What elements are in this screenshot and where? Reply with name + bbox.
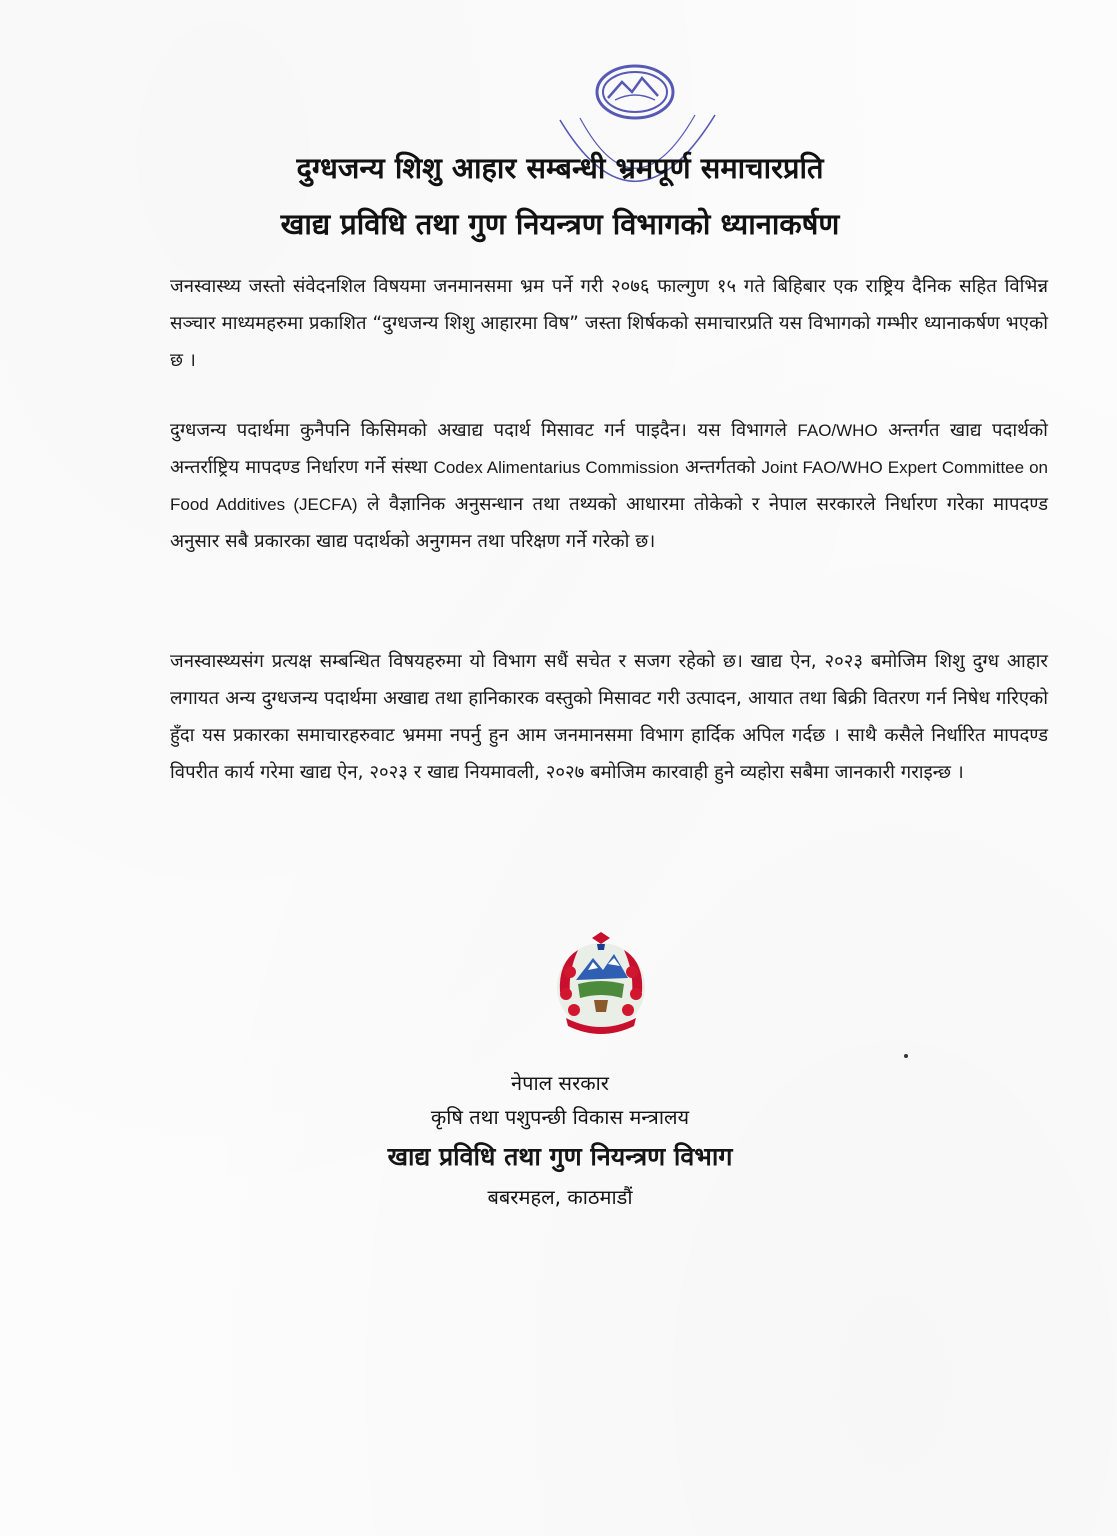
department-name: खाद्य प्रविधि तथा गुण नियन्त्रण विभाग (387, 1142, 733, 1171)
paragraph-3: जनस्वास्थ्यसंग प्रत्यक्ष सम्बन्धित विषयहरुमा यो विभाग सधैं सचेत र सजग रहेको छ। खाद्य ऐन, २०२३ बमोजिम शिशु दुग्ध आहार लगायत अन्य दुग्धजन्य पदार्थमा अखाद्य तथा हानिकारक वस्तुको मिसावट गरी उत्पादन, आयात तथा बिक्री वितरण गर्न निषेध गरिएको हुँदा यस प्रकारका समाचारहरुवाट भ्रममा नपर्नु हुन आम जनमानसमा विभाग हार्दिक अपिल गर्दछ । साथै कसैले निर्धारित मापदण्ड विपरीत कार्य गरेमा खाद्य ऐन, २०२३ र खाद्य नियमावली, २०२७ बमोजिम कारवाही हुने व्यहोरा सबैमा जानकारी गराइन्छ । (170, 651, 1048, 783)
ministry-name: कृषि तथा पशुपन्छी विकास मन्त्रालय (430, 1105, 690, 1129)
nepal-coat-of-arms-icon (548, 932, 654, 1038)
paragraph-2-jecfa: Joint FAO/WHO Expert Committee on Food Additives (JECFA) (170, 458, 1049, 514)
paragraph-2 (170, 412, 1048, 560)
title-line-2: खाद्य प्रविधि तथा गुण नियन्त्रण विभागको ध्यानाकर्षण (280, 207, 840, 241)
stray-mark (904, 1054, 908, 1058)
paragraph-2-part-c: अन्तर्गत खाद्य पदार्थको अन्तर्राष्ट्रिय मापदण्ड निर्धारण गर्ने संस्था (170, 420, 1048, 478)
paragraph-2-codex: Codex Alimentarius Commission (433, 458, 679, 477)
document-title (170, 140, 950, 252)
paragraph-2-part-g: ले वैज्ञानिक अनुसन्धान तथा तथ्यको आधारमा तोकेको र नेपाल सरकारले निर्धारण गरेका मापदण्ड अनुसार सबै प्रकारका खाद्य पदार्थको अनुगमन तथा परिक्षण गर्ने गरेको छ। (170, 494, 1048, 552)
paragraph-1: जनस्वास्थ्य जस्तो संवेदनशिल विषयमा जनमानसमा भ्रम पर्ने गरी २०७६ फाल्गुण १५ गते बिहिबार एक राष्ट्रिय दैनिक सहित विभिन्न सञ्चार माध्यमहरुमा प्रकाशित “दुग्धजन्य शिशु आहारमा विष” जस्ता शिर्षकको समाचारप्रति यस विभागको गम्भीर ध्यानाकर्षण भएको छ । (170, 276, 1048, 371)
title-line-1: दुग्धजन्य शिशु आहार सम्बन्धी भ्रमपूर्ण समाचारप्रति (296, 151, 824, 185)
government-name: नेपाल सरकार (511, 1071, 609, 1095)
department-address: बबरमहल, काठमाडौं (487, 1185, 633, 1209)
paragraph-2-part-a: दुग्धजन्य पदार्थमा कुनैपनि किसिमको अखाद्य पदार्थ मिसावट गर्न पाइदैन। यस विभागले (170, 420, 798, 441)
paragraph-2-part-e: अन्तर्गतको (678, 457, 762, 478)
paragraph-2-fao-who: FAO/WHO (797, 421, 878, 440)
signature-block (300, 1066, 820, 1214)
